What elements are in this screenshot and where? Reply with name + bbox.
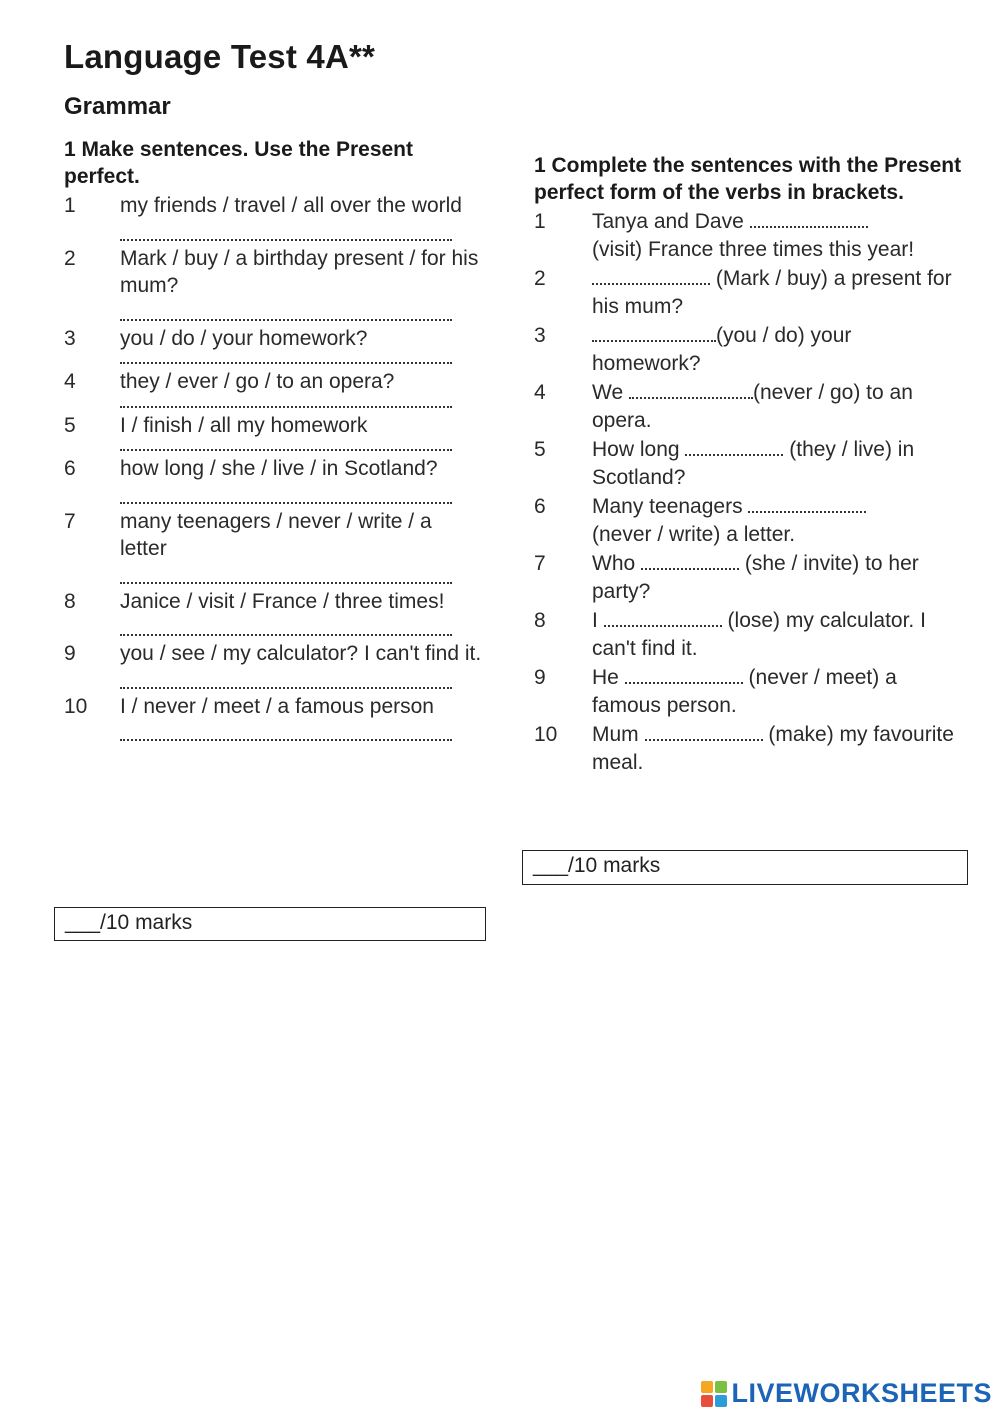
item-sentence (592, 436, 964, 491)
item-prompt: many teenagers / never / write / a letter (120, 509, 432, 560)
item-sentence (592, 607, 964, 662)
item-prompt: Mark / buy / a birthday present / for his mum? (120, 246, 479, 297)
item-number: 1 (534, 210, 546, 233)
list-item (64, 245, 484, 325)
item-prompt: I / finish / all my homework (120, 413, 368, 437)
item-number: 2 (534, 267, 546, 290)
list-item (64, 455, 484, 508)
sentence-end: (make) my favourite meal. (592, 723, 954, 774)
answer-line-8[interactable] (120, 615, 452, 636)
list-item (534, 721, 964, 776)
item-number: 8 (534, 609, 546, 632)
item-number: 5 (534, 438, 546, 461)
brand-watermark (701, 1378, 992, 1409)
page-title: Language Test 4A** (64, 38, 376, 75)
sentence-start: Many teenagers (592, 495, 743, 518)
sentence-start: He (592, 666, 619, 689)
list-item (534, 322, 964, 377)
sentence-end: (she / invite) to her party? (592, 552, 919, 603)
sentence-start: Tanya and Dave (592, 210, 744, 233)
answer-line-1[interactable] (120, 220, 452, 241)
item-prompt: Janice / visit / France / three times! (120, 589, 445, 613)
item-number: 9 (64, 642, 76, 665)
score-box-right[interactable]: ___/10 marks (522, 850, 968, 885)
logo-tile (715, 1395, 727, 1407)
item-number: 10 (534, 723, 558, 746)
list-item (64, 588, 484, 641)
exercise-complete-sentences (534, 152, 964, 776)
brand-name: LIVEWORKSHEETS (731, 1378, 992, 1408)
item-number: 8 (64, 589, 76, 613)
logo-tile (701, 1395, 713, 1407)
blank-10[interactable] (645, 721, 763, 741)
answer-line-4[interactable] (120, 396, 452, 408)
sentence-start: We (592, 381, 624, 404)
list-item (64, 508, 484, 588)
item-prompt: you / see / my calculator? I can't find it. (120, 642, 482, 665)
score-box-left[interactable]: ___/10 marks (54, 907, 486, 941)
item-sentence (592, 379, 964, 434)
item-number: 10 (64, 694, 88, 718)
item-prompt: I / never / meet / a famous person (120, 694, 434, 718)
logo-tile (715, 1381, 727, 1393)
list-item (64, 412, 484, 456)
item-sentence (592, 664, 964, 719)
list-item (534, 550, 964, 605)
item-sentence (592, 208, 964, 263)
item-sentence (592, 493, 964, 548)
list-item (534, 607, 964, 662)
blank-2[interactable] (592, 265, 710, 285)
list-item (534, 265, 964, 320)
item-sentence (592, 721, 964, 776)
sentence-start: Mum (592, 723, 639, 746)
list-item (534, 436, 964, 491)
answer-line-2[interactable] (120, 300, 452, 321)
answer-line-9[interactable] (120, 668, 452, 689)
item-prompt: how long / she / live / in Scotland? (120, 457, 438, 480)
item-sentence (592, 322, 964, 377)
list-item (534, 493, 964, 548)
item-prompt: you / do / your homework? (120, 326, 368, 350)
blank-7[interactable] (641, 550, 739, 570)
answer-line-5[interactable] (120, 439, 452, 451)
answer-line-3[interactable] (120, 352, 452, 364)
item-number: 6 (534, 495, 546, 518)
sentence-end: (never / write) a letter. (592, 522, 796, 546)
item-number: 2 (64, 246, 76, 270)
sentence-end: (visit) France three times this year! (592, 237, 915, 261)
sentence-end: (never / go) to an opera. (592, 381, 913, 432)
list-item (534, 208, 964, 263)
item-number: 9 (534, 666, 546, 689)
blank-4[interactable] (629, 379, 753, 399)
blank-5[interactable] (685, 436, 783, 456)
item-number: 5 (64, 413, 76, 437)
blank-6[interactable] (748, 493, 866, 513)
item-sentence (592, 550, 964, 605)
exercise-make-sentences (64, 136, 484, 745)
item-number: 4 (64, 370, 76, 393)
item-sentence (592, 265, 964, 320)
list-item (64, 192, 484, 245)
sentence-start: Who (592, 552, 636, 575)
item-number: 7 (534, 552, 546, 575)
list-item (64, 640, 484, 693)
sentence-end: (you / do) your homework? (592, 324, 852, 375)
blank-3[interactable] (592, 322, 716, 342)
list-item (534, 379, 964, 434)
list-item (534, 664, 964, 719)
item-number: 7 (64, 509, 76, 533)
sentence-end: (lose) my calculator. I can't find it. (592, 609, 926, 660)
sentence-start: How long (592, 438, 680, 461)
answer-line-7[interactable] (120, 563, 452, 584)
answer-line-10[interactable] (120, 720, 452, 741)
section-heading: Grammar (64, 93, 171, 120)
blank-8[interactable] (604, 607, 722, 627)
item-prompt: they / ever / go / to an opera? (120, 370, 395, 393)
left-instruction: 1 Make sentences. Use the Present perfect. (64, 138, 414, 188)
item-prompt: my friends / travel / all over the world (120, 194, 462, 217)
logo-tile (701, 1381, 713, 1393)
item-number: 1 (64, 194, 76, 217)
answer-line-6[interactable] (120, 483, 452, 504)
item-number: 6 (64, 457, 76, 480)
list-item (64, 325, 484, 369)
blank-1[interactable] (750, 208, 868, 228)
item-number: 3 (534, 324, 546, 347)
item-number: 4 (534, 381, 546, 404)
sentence-end: (Mark / buy) a present for his mum? (592, 267, 952, 318)
right-instruction: 1 Complete the sentences with the Present perfect form of the verbs in brackets. (534, 154, 962, 204)
list-item (64, 368, 484, 412)
sentence-end: (they / live) in Scotland? (592, 438, 915, 489)
item-number: 3 (64, 326, 76, 350)
sentence-start: I (592, 609, 598, 632)
list-item (64, 693, 484, 746)
blank-9[interactable] (625, 664, 743, 684)
brand-logo-icon (701, 1381, 727, 1407)
sentence-end: (never / meet) a famous person. (592, 666, 897, 717)
